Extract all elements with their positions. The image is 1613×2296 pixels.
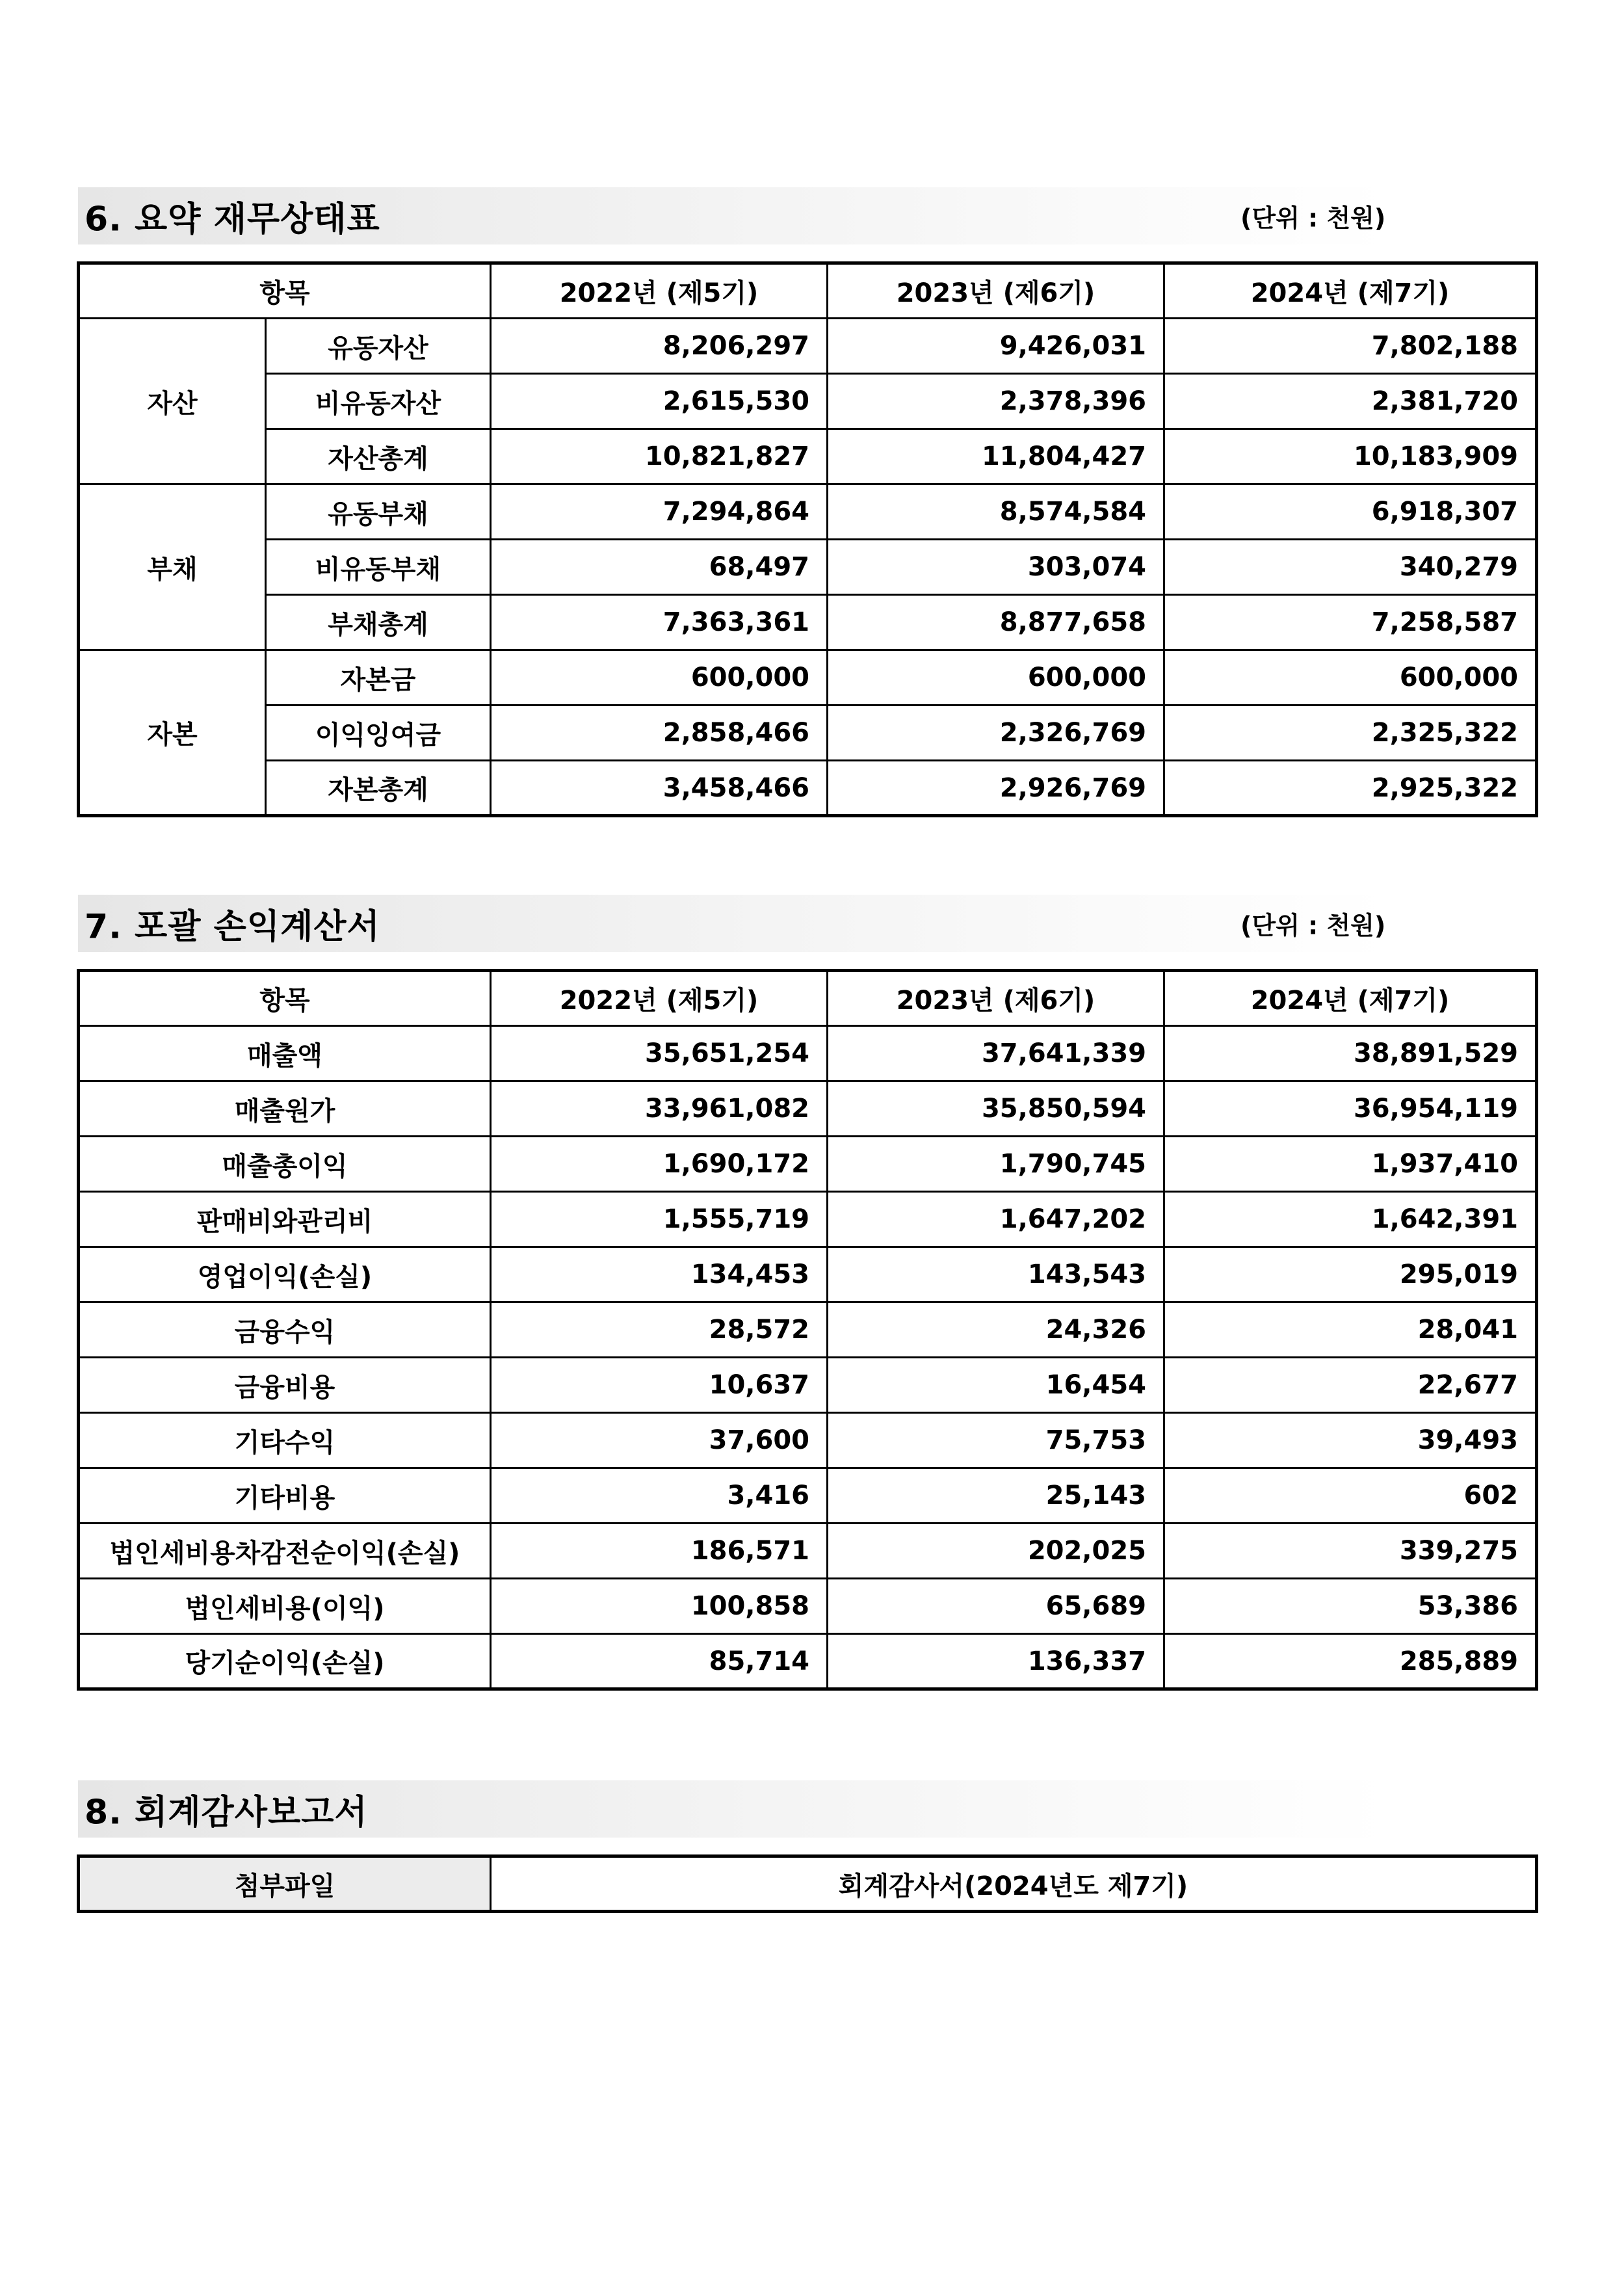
row-label: 비유동부채 (266, 540, 491, 595)
value-cell: 68,497 (491, 540, 828, 595)
table-row (79, 1081, 1537, 1137)
value-cell: 1,790,745 (828, 1137, 1164, 1192)
attachment-label: 첨부파일 (79, 1856, 491, 1912)
value-cell: 35,850,594 (828, 1081, 1164, 1137)
header-2022: 2022년 (제5기) (491, 971, 828, 1026)
value-cell: 28,572 (491, 1302, 828, 1358)
group-label: 자본 (79, 650, 266, 816)
row-label: 법인세비용차감전순이익(손실) (79, 1524, 491, 1579)
value-cell: 8,574,584 (828, 484, 1164, 540)
value-cell: 339,275 (1164, 1524, 1537, 1579)
row-label: 부채총계 (266, 595, 491, 650)
header-2024: 2024년 (제7기) (1164, 263, 1537, 319)
row-label: 자산총계 (266, 429, 491, 484)
row-label: 비유동자산 (266, 374, 491, 429)
value-cell: 11,804,427 (828, 429, 1164, 484)
value-cell: 65,689 (828, 1579, 1164, 1634)
value-cell: 25,143 (828, 1468, 1164, 1524)
value-cell: 53,386 (1164, 1579, 1537, 1634)
audit-report-table (77, 1854, 1538, 1913)
value-cell: 38,891,529 (1164, 1026, 1537, 1081)
header-2023: 2023년 (제6기) (828, 263, 1164, 319)
section-8-header (78, 1780, 1534, 1838)
value-cell: 16,454 (828, 1358, 1164, 1413)
value-cell: 9,426,031 (828, 319, 1164, 374)
value-cell: 340,279 (1164, 540, 1537, 595)
value-cell: 100,858 (491, 1579, 828, 1634)
value-cell: 37,600 (491, 1413, 828, 1468)
row-label: 자본총계 (266, 761, 491, 816)
value-cell: 1,642,391 (1164, 1192, 1537, 1247)
attachment-row (79, 1856, 1537, 1912)
value-cell: 3,416 (491, 1468, 828, 1524)
table-row (79, 1192, 1537, 1247)
attachment-file-link[interactable]: 회계감사서(2024년도 제7기) (491, 1856, 1537, 1912)
value-cell: 1,555,719 (491, 1192, 828, 1247)
row-label: 유동자산 (266, 319, 491, 374)
section-6-title: 6. 요약 재무상태표 (85, 200, 380, 239)
section-7-header (78, 895, 1534, 952)
value-cell: 602 (1164, 1468, 1537, 1524)
table-row (79, 650, 1537, 706)
row-label: 매출액 (79, 1026, 491, 1081)
table-row (79, 1247, 1537, 1302)
table-row (79, 1634, 1537, 1689)
table-row (79, 319, 1537, 374)
table-row (79, 1468, 1537, 1524)
value-cell: 2,381,720 (1164, 374, 1537, 429)
value-cell: 35,651,254 (491, 1026, 828, 1081)
table-row (79, 1137, 1537, 1192)
value-cell: 600,000 (1164, 650, 1537, 706)
table-row (79, 1413, 1537, 1468)
value-cell: 22,677 (1164, 1358, 1537, 1413)
value-cell: 3,458,466 (491, 761, 828, 816)
row-label: 매출원가 (79, 1081, 491, 1137)
row-label: 매출총이익 (79, 1137, 491, 1192)
section-6-header (78, 187, 1534, 244)
value-cell: 39,493 (1164, 1413, 1537, 1468)
row-label: 기타수익 (79, 1413, 491, 1468)
value-cell: 7,294,864 (491, 484, 828, 540)
header-item: 항목 (79, 971, 491, 1026)
value-cell: 24,326 (828, 1302, 1164, 1358)
row-label: 법인세비용(이익) (79, 1579, 491, 1634)
value-cell: 85,714 (491, 1634, 828, 1689)
table-row (79, 429, 1537, 484)
header-2022: 2022년 (제5기) (491, 263, 828, 319)
table-row (79, 540, 1537, 595)
header-2024: 2024년 (제7기) (1164, 971, 1537, 1026)
value-cell: 2,378,396 (828, 374, 1164, 429)
table-row (79, 484, 1537, 540)
value-cell: 295,019 (1164, 1247, 1537, 1302)
value-cell: 7,258,587 (1164, 595, 1537, 650)
value-cell: 134,453 (491, 1247, 828, 1302)
value-cell: 285,889 (1164, 1634, 1537, 1689)
value-cell: 2,925,322 (1164, 761, 1537, 816)
section-7-unit: (단위 : 천원) (1240, 911, 1386, 940)
row-label: 금융수익 (79, 1302, 491, 1358)
group-label: 자산 (79, 319, 266, 484)
row-label: 자본금 (266, 650, 491, 706)
section-7-title: 7. 포괄 손익계산서 (85, 907, 380, 947)
table-row (79, 1358, 1537, 1413)
value-cell: 36,954,119 (1164, 1081, 1537, 1137)
row-label: 당기순이익(손실) (79, 1634, 491, 1689)
value-cell: 10,821,827 (491, 429, 828, 484)
value-cell: 1,690,172 (491, 1137, 828, 1192)
header-2023: 2023년 (제6기) (828, 971, 1164, 1026)
row-label: 유동부채 (266, 484, 491, 540)
value-cell: 1,647,202 (828, 1192, 1164, 1247)
table-row (79, 1579, 1537, 1634)
value-cell: 10,183,909 (1164, 429, 1537, 484)
value-cell: 37,641,339 (828, 1026, 1164, 1081)
header-item: 항목 (79, 263, 491, 319)
value-cell: 7,802,188 (1164, 319, 1537, 374)
value-cell: 28,041 (1164, 1302, 1537, 1358)
table-row (79, 1026, 1537, 1081)
value-cell: 136,337 (828, 1634, 1164, 1689)
value-cell: 186,571 (491, 1524, 828, 1579)
row-label: 영업이익(손실) (79, 1247, 491, 1302)
value-cell: 2,325,322 (1164, 706, 1537, 761)
value-cell: 303,074 (828, 540, 1164, 595)
table-row (79, 1302, 1537, 1358)
table-row (79, 374, 1537, 429)
table-row (79, 1524, 1537, 1579)
value-cell: 8,206,297 (491, 319, 828, 374)
row-label: 기타비용 (79, 1468, 491, 1524)
section-6-unit: (단위 : 천원) (1240, 204, 1386, 233)
value-cell: 10,637 (491, 1358, 828, 1413)
value-cell: 7,363,361 (491, 595, 828, 650)
value-cell: 6,918,307 (1164, 484, 1537, 540)
value-cell: 2,615,530 (491, 374, 828, 429)
value-cell: 8,877,658 (828, 595, 1164, 650)
group-label: 부채 (79, 484, 266, 650)
value-cell: 2,926,769 (828, 761, 1164, 816)
value-cell: 202,025 (828, 1524, 1164, 1579)
table-header-row (79, 263, 1537, 319)
value-cell: 75,753 (828, 1413, 1164, 1468)
value-cell: 600,000 (491, 650, 828, 706)
table-row (79, 706, 1537, 761)
section-8-title: 8. 회계감사보고서 (85, 1793, 368, 1832)
balance-sheet-table (77, 261, 1538, 817)
table-row (79, 595, 1537, 650)
value-cell: 2,326,769 (828, 706, 1164, 761)
income-statement-table (77, 969, 1538, 1691)
value-cell: 1,937,410 (1164, 1137, 1537, 1192)
row-label: 이익잉여금 (266, 706, 491, 761)
value-cell: 143,543 (828, 1247, 1164, 1302)
row-label: 판매비와관리비 (79, 1192, 491, 1247)
table-row (79, 761, 1537, 816)
row-label: 금융비용 (79, 1358, 491, 1413)
value-cell: 33,961,082 (491, 1081, 828, 1137)
value-cell: 2,858,466 (491, 706, 828, 761)
value-cell: 600,000 (828, 650, 1164, 706)
table-header-row (79, 971, 1537, 1026)
